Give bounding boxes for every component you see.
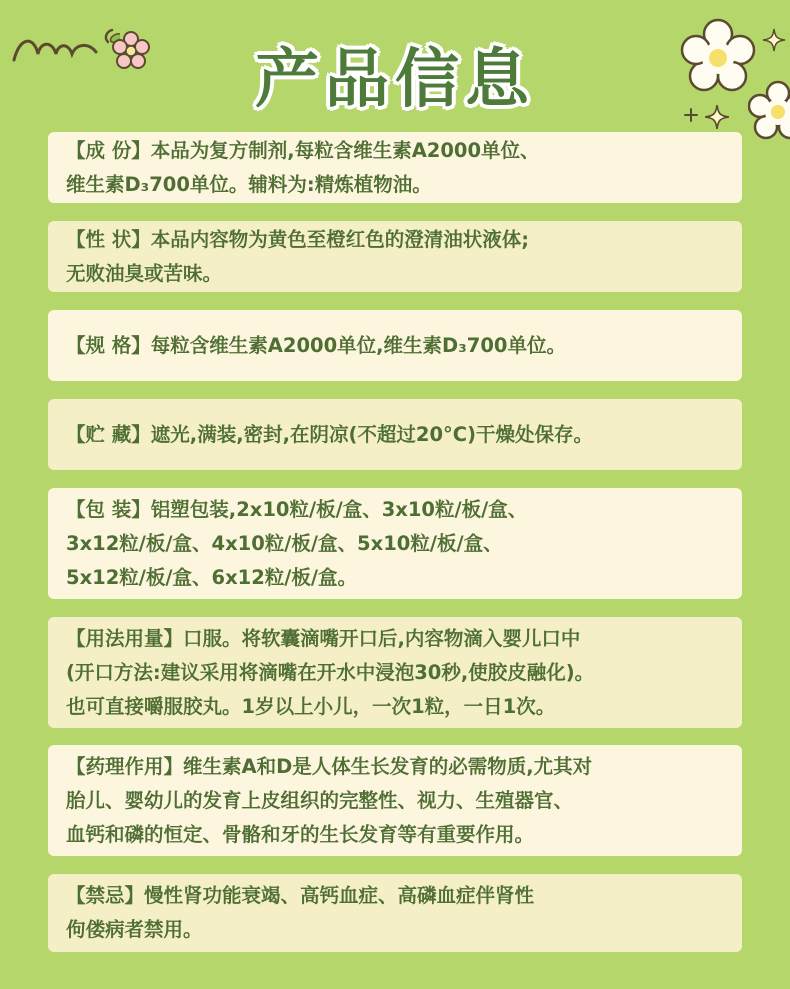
section-appearance xyxy=(48,221,742,292)
section-line: 无败油臭或苦味。 xyxy=(66,261,223,285)
section-line: 【成 份】本品为复方制剂,每粒含维生素A2000单位、 xyxy=(66,138,540,162)
section-contraindications xyxy=(48,874,742,952)
section-line: 胎儿、婴幼儿的发育上皮组织的完整性、视力、生殖器官、 xyxy=(66,788,574,812)
section-line: 佝偻病者禁用。 xyxy=(66,918,203,941)
section-storage xyxy=(48,399,742,470)
section-line: 【禁忌】慢性肾功能衰竭、高钙血症、高磷血症伴肾性 xyxy=(66,884,535,907)
section-line: 【规 格】每粒含维生素A2000单位,维生素D₃700单位。 xyxy=(66,333,566,357)
section-line: 【性 状】本品内容物为黄色至橙红色的澄清油状液体; xyxy=(66,227,530,251)
section-line: 也可直接嚼服胶丸。1岁以上小儿，一次1粒，一日1次。 xyxy=(66,694,556,718)
section-line: 3x12粒/板/盒、4x10粒/板/盒、5x10粒/板/盒、 xyxy=(66,531,503,555)
section-line: 【贮 藏】遮光,满装,密封,在阴凉(不超过20°C)干燥处保存。 xyxy=(66,422,594,446)
section-dosage xyxy=(48,617,742,728)
section-pharmacology xyxy=(48,745,742,856)
section-ingredients xyxy=(48,132,742,203)
section-specification xyxy=(48,310,742,381)
section-line: 【药理作用】维生素A和D是人体生长发育的必需物质,尤其对 xyxy=(66,754,593,778)
section-line: 血钙和磷的恒定、骨骼和牙的生长发育等有重要作用。 xyxy=(66,822,535,846)
section-line: 【包 装】铝塑包装,2x10粒/板/盒、3x10粒/板/盒、 xyxy=(66,497,528,521)
page-title: 产品信息 xyxy=(255,43,535,117)
section-line: 5x12粒/板/盒、6x12粒/板/盒。 xyxy=(66,565,358,589)
section-line: 维生素D₃700单位。辅料为:精炼植物油。 xyxy=(66,172,432,196)
section-packaging xyxy=(48,488,742,599)
section-line: (开口方法:建议采用将滴嘴在开水中浸泡30秒,使胶皮融化)。 xyxy=(66,660,595,684)
section-line: 【用法用量】口服。将软囊滴嘴开口后,内容物滴入婴儿口中 xyxy=(66,626,581,650)
